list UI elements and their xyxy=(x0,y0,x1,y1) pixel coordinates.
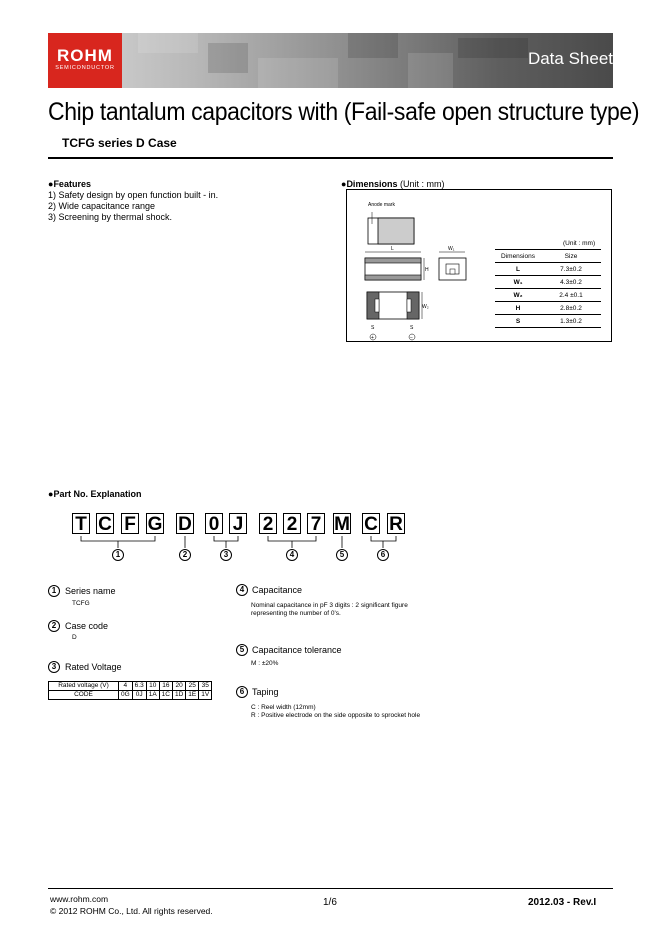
capacitance-desc xyxy=(251,602,408,618)
dim-label-s2: S xyxy=(410,325,414,331)
page-number: 1/6 xyxy=(323,897,337,908)
table-row xyxy=(495,302,601,315)
part-char: 2 xyxy=(283,513,301,534)
taping-desc xyxy=(251,704,420,720)
tolerance-value: M : ±20% xyxy=(251,660,279,667)
logo-text: ROHM xyxy=(57,46,113,65)
voltage-cell: 1D xyxy=(172,691,185,700)
taping-title: Taping xyxy=(252,687,279,697)
voltage-cell: 1C xyxy=(159,691,172,700)
dimensions-figure xyxy=(346,189,612,342)
dim-label-l: L xyxy=(391,246,394,252)
dim-size: 7.3±0.2 xyxy=(541,263,601,276)
anode-mark-label: Anode mark xyxy=(368,202,395,208)
part-number-marker: 4 xyxy=(286,549,298,561)
dim-label-s1: S xyxy=(371,325,375,331)
minus-marker: − xyxy=(410,335,413,341)
voltage-cell: CODE xyxy=(49,691,119,700)
dim-size: 2.8±0.2 xyxy=(541,302,601,315)
table-header: Size xyxy=(541,250,601,263)
dimensions-unit: (Unit : mm) xyxy=(399,179,445,189)
voltage-cell: 1E xyxy=(186,691,199,700)
case-value: D xyxy=(72,634,77,641)
voltage-cell: Rated voltage (V) xyxy=(49,682,119,691)
features-heading-text: Features xyxy=(53,179,91,189)
series-title: Series name xyxy=(65,586,116,596)
series-marker: 1 xyxy=(48,585,60,597)
table-unit-note: (Unit : mm) xyxy=(563,240,596,247)
voltage-cell: 10 xyxy=(146,682,159,691)
dimensions-table xyxy=(495,249,601,328)
voltage-cell: 16 xyxy=(159,682,172,691)
voltage-row xyxy=(49,682,212,691)
part-char: C xyxy=(362,513,380,534)
voltage-cell: 20 xyxy=(172,682,185,691)
table-header-row xyxy=(495,250,601,263)
tolerance-title: Capacitance tolerance xyxy=(252,645,342,655)
part-char: G xyxy=(147,514,163,535)
voltage-cell: 1V xyxy=(199,691,212,700)
tolerance-marker: 5 xyxy=(236,644,248,656)
feature-item: 2) Wide capacitance range xyxy=(48,201,156,211)
table-row xyxy=(495,276,601,289)
voltage-cell: 4 xyxy=(119,682,133,691)
part-char: M xyxy=(334,514,350,535)
dim-label-w1: W₁ xyxy=(448,246,455,252)
part-number-marker: 3 xyxy=(220,549,232,561)
dim-label-h: H xyxy=(425,267,429,273)
part-char: 0 xyxy=(205,513,223,534)
part-number-marker: 2 xyxy=(179,549,191,561)
voltage-table xyxy=(48,681,212,700)
case-title: Case code xyxy=(65,621,109,631)
features-list xyxy=(48,190,218,223)
part-char: F xyxy=(121,513,139,534)
taping-marker: 6 xyxy=(236,686,248,698)
page-title: Chip tantalum capacitors with (Fail-safe open structure type) xyxy=(48,98,640,126)
part-char: C xyxy=(96,513,114,534)
dim-name: W₂ xyxy=(495,289,541,302)
part-number-marker: 1 xyxy=(112,549,124,561)
part-number-marker: 6 xyxy=(377,549,389,561)
dim-size: 2.4 ±0.1 xyxy=(541,289,601,302)
dim-name: H xyxy=(495,302,541,315)
dimensions-heading: ●Dimensions (Unit : mm) xyxy=(341,179,445,189)
logo-subtext: SEMICONDUCTOR xyxy=(55,65,115,71)
capacitance-title: Capacitance xyxy=(252,585,303,595)
voltage-cell: 0J xyxy=(132,691,146,700)
plus-marker: + xyxy=(371,335,374,341)
dim-name: W₁ xyxy=(495,276,541,289)
dim-size: 4.3±0.2 xyxy=(541,276,601,289)
dim-size: 1.3±0.2 xyxy=(541,315,601,328)
capacitance-line: Nominal capacitance in pF 3 digits : 2 significant figure xyxy=(251,602,408,609)
voltage-cell: 0G xyxy=(119,691,133,700)
series-value: TCFG xyxy=(72,600,90,607)
part-char: D xyxy=(176,513,194,534)
footer-url[interactable]: www.rohm.com xyxy=(50,894,109,904)
rohm-logo xyxy=(48,33,122,88)
part-number-marker: 5 xyxy=(336,549,348,561)
features-heading: ●Features xyxy=(48,179,91,189)
table-header: Dimensions xyxy=(495,250,541,263)
part-char: 2 xyxy=(259,513,277,534)
capacitance-line: representing the number of 0's. xyxy=(251,610,341,617)
feature-item: 3) Screening by thermal shock. xyxy=(48,212,173,222)
part-char: R xyxy=(387,513,405,534)
voltage-cell: 25 xyxy=(186,682,199,691)
dim-label-w2: W₂ xyxy=(422,304,429,310)
table-row xyxy=(495,289,601,302)
title-divider xyxy=(48,157,613,159)
page-subtitle: TCFG series D Case xyxy=(62,136,177,150)
part-char: 7 xyxy=(307,513,325,534)
dim-name: L xyxy=(495,263,541,276)
dimensions-heading-text: Dimensions xyxy=(346,179,398,189)
table-row xyxy=(495,315,601,328)
part-char: T xyxy=(72,513,90,534)
capacitance-marker: 4 xyxy=(236,584,248,596)
voltage-marker: 3 xyxy=(48,661,60,673)
case-marker: 2 xyxy=(48,620,60,632)
taping-line: C : Reel width (12mm) xyxy=(251,704,316,711)
part-char: J xyxy=(229,513,247,534)
table-row xyxy=(495,263,601,276)
voltage-cell: 35 xyxy=(199,682,212,691)
footer-copyright: © 2012 ROHM Co., Ltd. All rights reserved. xyxy=(50,906,213,916)
revision: 2012.03 - Rev.I xyxy=(528,897,597,908)
datasheet-badge: Data Sheet xyxy=(527,49,613,68)
voltage-cell: 6.3 xyxy=(132,682,146,691)
dim-name: S xyxy=(495,315,541,328)
taping-line: R : Positive electrode on the side opposite to sprocket hole xyxy=(251,712,421,719)
voltage-row xyxy=(49,691,212,700)
voltage-title: Rated Voltage xyxy=(65,662,122,672)
voltage-cell: 1A xyxy=(146,691,159,700)
footer-divider xyxy=(48,888,613,889)
part-brackets xyxy=(0,530,662,554)
part-heading: ●Part No. Explanation xyxy=(48,489,142,499)
part-heading-text: Part No. Explanation xyxy=(53,489,142,499)
feature-item: 1) Safety design by open function built - in. xyxy=(48,190,219,200)
